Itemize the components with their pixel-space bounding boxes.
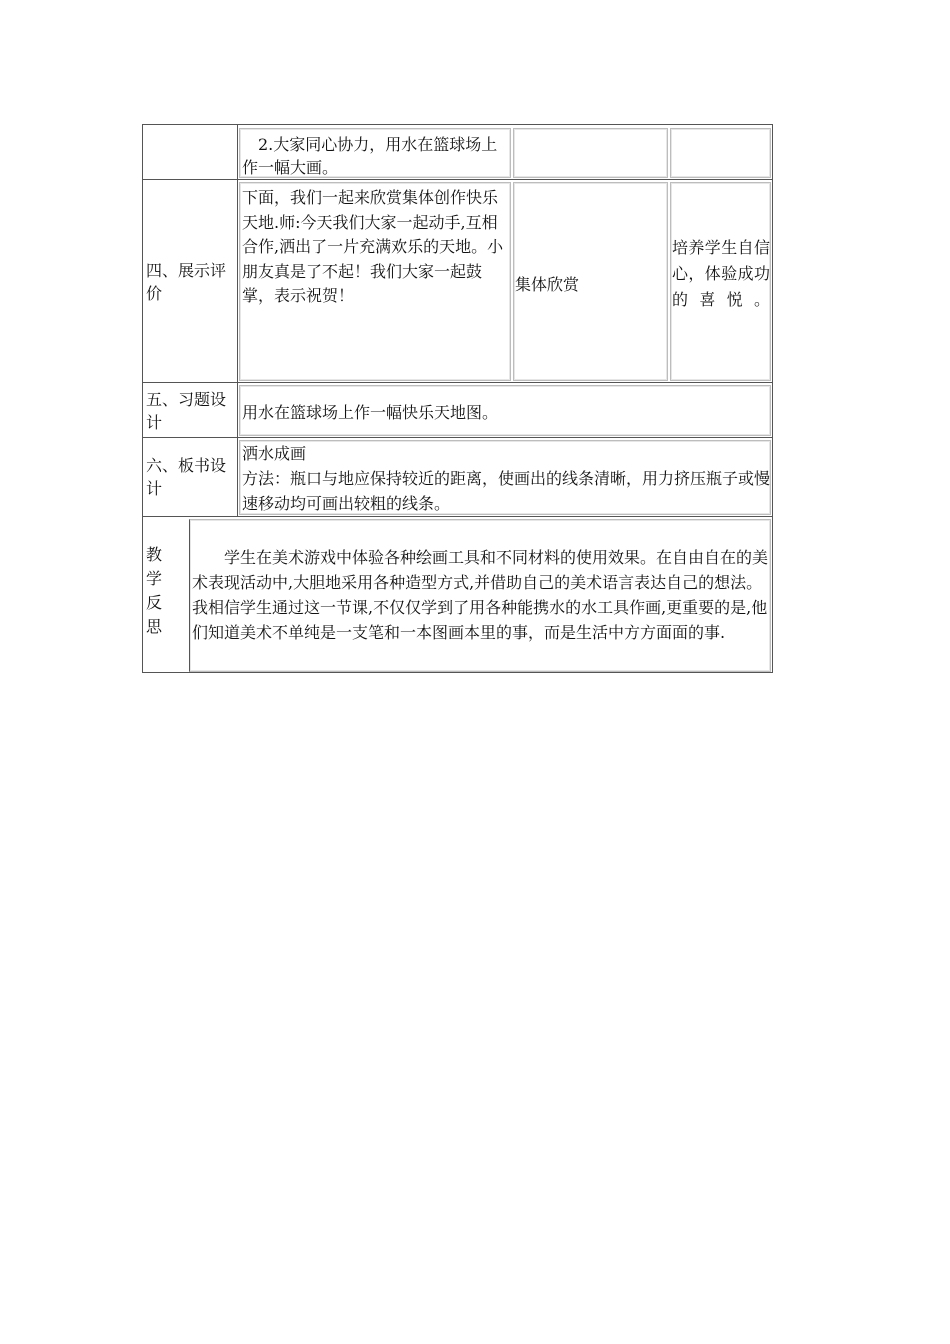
row2-label-cell — [143, 180, 238, 382]
row3-label: 五、习题设计 — [146, 390, 227, 432]
row2-content-cell — [239, 182, 511, 381]
row-divider — [143, 516, 772, 517]
row3-content-cell — [239, 385, 771, 436]
row2-label: 四、展示评价 — [146, 261, 227, 303]
row1-content-cell — [239, 128, 511, 178]
lesson-plan-table — [142, 124, 773, 673]
row4-content: 方法：瓶口与地应保持较近的距离，使画出的线条清晰，用力挤压瓶子或慢速移动均可画出较粗的线条。 — [242, 469, 771, 513]
row5-content: 学生在美术游戏中体验各种绘画工具和不同材料的使用效果。在自由自在的美术表现活动中,大胆地采用各种造型方式,并借助自己的美术语言表达自己的想法。我相信学生通过这一节课,不仅仅学到了用各种能携水的水工具作画,更重要的是,他们知道美术不单纯是一支笔和一本图画本里的事，而是生活中方方面面的事. — [192, 548, 769, 642]
row1-student-cell — [513, 128, 668, 178]
row4-label-cell — [143, 438, 238, 516]
row3-content: 用水在篮球场上作一幅快乐天地图。 — [242, 403, 499, 422]
row2-student-cell — [513, 182, 668, 381]
row5-content-cell — [189, 519, 771, 672]
row2-purpose-cell — [670, 182, 771, 381]
row4-label: 六、板书设计 — [146, 456, 227, 498]
row5-label: 教学反思 — [146, 545, 163, 636]
row2-purpose: 培养学生自信心，体验成功的喜悦。 — [672, 238, 770, 309]
board-title: 洒水成画 — [242, 444, 307, 463]
row4-content-cell — [239, 440, 771, 515]
row2-content: 下面，我们一起来欣赏集体创作快乐天地.师:今天我们大家一起动手,互相合作,洒出了一片充满欢乐的天地。小朋友真是了不起！我们大家一起鼓掌，表示祝贺！ — [242, 188, 504, 305]
row2-student: 集体欣赏 — [515, 275, 580, 294]
row1-purpose-cell — [670, 128, 771, 178]
row1-label-cell — [143, 125, 238, 179]
row3-label-cell — [143, 383, 238, 437]
row5-label-cell — [143, 517, 189, 672]
row1-content: 2.大家同心协力，用水在篮球场上作一幅大画。 — [242, 135, 498, 177]
